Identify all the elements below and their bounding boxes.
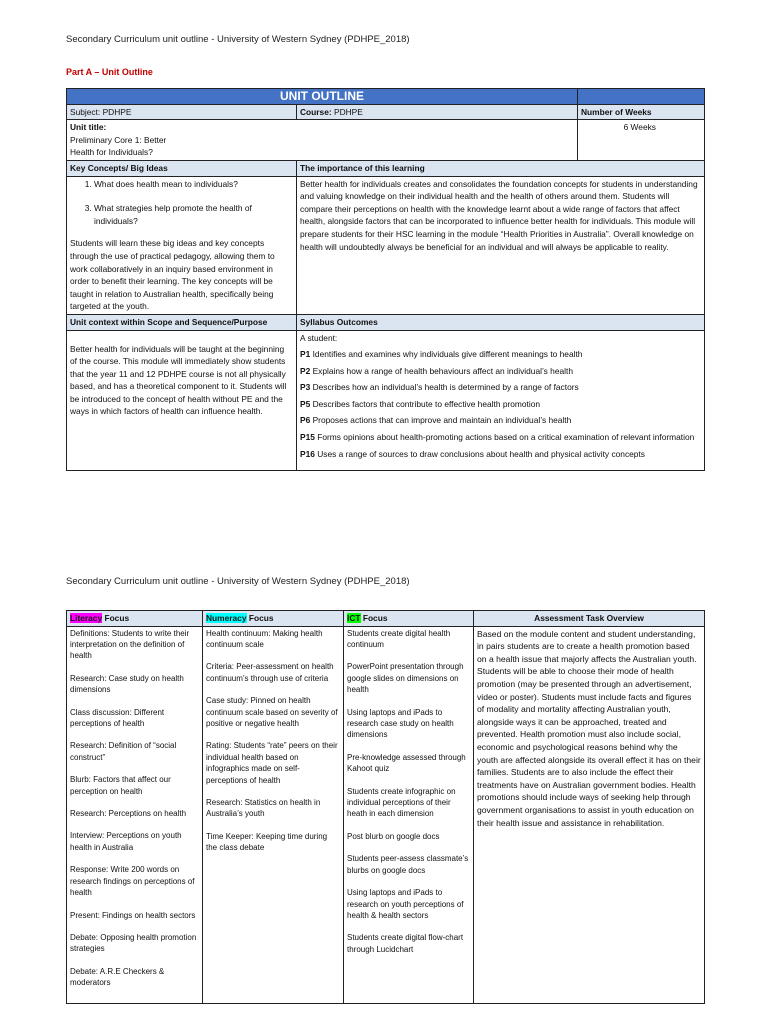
literacy-item: Interview: Perceptions on youth health in Australia: [70, 831, 182, 852]
syllabus-outcome: [300, 431, 701, 444]
ict-item: PowerPoint presentation through google slides on dimensions on health: [347, 662, 464, 695]
numeracy-cell: [203, 626, 344, 1003]
weeks-value: 6 Weeks: [578, 120, 705, 161]
syllabus-outcome: [300, 348, 701, 361]
outcome-text: Uses a range of sources to draw conclusions about health and physical activity concepts: [317, 448, 645, 459]
outcome-code: P15: [300, 432, 315, 443]
literacy-item: Debate: A.R.E Checkers & moderators: [70, 966, 165, 988]
outcome-code: P16: [300, 448, 315, 459]
unit-title-blank: [297, 120, 578, 161]
syllabus-outcome: [300, 398, 701, 411]
ict-cell: [344, 626, 474, 1003]
assessment-header: Assessment Task Overview: [474, 611, 705, 627]
subject-label: Subject: PDHPE: [70, 106, 132, 117]
ict-item: Students create digital flow-chart through Lucidchart: [347, 933, 464, 954]
literacy-focus-header: [67, 611, 203, 627]
outcome-code: P1: [300, 349, 311, 360]
course-label: Course:: [300, 106, 332, 117]
big-idea-1: 1. What does health mean to individuals?: [94, 178, 293, 191]
literacy-item: Debate: Opposing health promotion strategies: [70, 932, 197, 954]
numeracy-focus-header: [203, 611, 344, 627]
literacy-item: Blurb: Factors that affect our perception on health: [70, 775, 171, 796]
numeracy-item: Case study: Pinned on health continuum scale based on severity of positive or negative health: [206, 696, 338, 729]
outcome-text: Identifies and examines why individuals give different meanings to health: [312, 349, 583, 360]
key-concepts-label: Key Concepts/ Big Ideas: [67, 160, 297, 176]
outcome-code: P5: [300, 398, 311, 409]
numeracy-item: Rating: Students “rate” peers on their individual health based on infographics made on self-perceptions of health: [206, 741, 338, 785]
ict-word: ICT: [347, 613, 361, 623]
unit-title-label: Unit title:: [70, 122, 107, 133]
course-value: PDHPE: [333, 106, 363, 117]
literacy-item: Response: Write 200 words on research findings on perceptions of health: [70, 865, 195, 898]
unit-outline-title: UNIT OUTLINE: [67, 89, 578, 105]
ict-item: Post blurb on google docs: [347, 831, 440, 841]
page-header: Secondary Curriculum unit outline - University of Western Sydney (PDHPE_2018): [66, 34, 410, 45]
context-label: Unit context within Scope and Sequence/Purpose: [67, 314, 297, 330]
part-a-heading: Part A – Unit Outline: [66, 67, 153, 77]
ict-focus-word: Focus: [362, 613, 388, 623]
student-intro: A student:: [300, 332, 338, 343]
importance-label: The importance of this learning: [297, 160, 705, 176]
numeracy-item: Health continuum: Making health continuum scale: [206, 628, 323, 649]
ict-item: Using laptops and iPads to research case study on health dimensions: [347, 707, 454, 740]
ict-item: Students create digital health continuum: [347, 628, 451, 649]
syllabus-outcome: [300, 365, 701, 378]
literacy-item: Research: Perceptions on health: [70, 809, 187, 819]
importance-text: Better health for individuals creates and consolidates the foundation concepts for students in understanding and valuing knowledge on their individual health and the health of others around them. Students will compare their perceptions on health with the knowledge learnt about a wide range of factors that affect health, alongside factors that can be incorporated to influence better health for individuals. This module will prepare students for their HSC learning in the module “Health Priorities in Australia”. Overall knowledge on health will undoubtedly always be beneficial for an individual and will always be applicable to reality.: [297, 176, 705, 314]
outcome-text: Forms opinions about health-promoting actions based on a critical examination of relevant information: [317, 432, 695, 443]
outcome-text: Describes how an individual’s health is determined by a range of factors: [312, 382, 579, 393]
numeracy-item: Criteria: Peer-assessment on health continuum’s through use of criteria: [206, 662, 334, 683]
literacy-word: Literacy: [70, 613, 103, 623]
outcomes-list: [300, 348, 701, 460]
syllabus-outcome: [300, 448, 701, 461]
literacy-item: Definitions: Students to write their interpretation on the definition of health: [70, 628, 190, 661]
numeracy-list: [206, 628, 340, 854]
key-concepts-text: Students will learn these big ideas and key concepts through the use of practical pedagogy, allowing them to work collaboratively in an inquiry based environment in order to benefit their learning. The key concepts will be taught in relation to Australian health, specifically being targeted at the youth.: [70, 238, 275, 312]
title-blank-cell: [578, 89, 705, 105]
unit-title-line2: Health for Individuals?: [70, 147, 153, 158]
subject-cell: [67, 104, 297, 120]
syllabus-cell: [297, 330, 705, 470]
course-cell: [297, 104, 578, 120]
numeracy-focus-word: Focus: [248, 613, 274, 623]
page-header-2: Secondary Curriculum unit outline - University of Western Sydney (PDHPE_2018): [66, 576, 410, 587]
literacy-item: Research: Case study on health dimensions: [70, 673, 184, 695]
literacy-item: Present: Findings on health sectors: [70, 910, 196, 920]
assessment-text: Based on the module content and student understanding, in pairs students are to create a health promotion based on a health issue that majorly affects the Australian youth. Students will be able to choose their mode of health promotion (may be presented through an advertisement, video or poster). Students must include facts and figures of modality and mortality affecting Australian youth, alongside ways it can be approached, treated and prevented. Health promotion must also include social, economic and psychological reasons behind why the youth are affected alongside its overall effect it has on their families. Students are to also include the effect their treatments have on Australian government bodies. Health promotions should include ways of seeking help through government organisations to assist in youth education on their health issue and assistance in rehabilitation.: [474, 626, 705, 1003]
syllabus-outcome: [300, 414, 701, 427]
numeracy-item: Research: Statistics on health in Australia’s youth: [206, 798, 321, 819]
numeracy-word: Numeracy: [206, 613, 247, 623]
literacy-item: Class discussion: Different perceptions of health: [70, 707, 165, 729]
ict-list: [347, 628, 470, 956]
unit-outline-table: [66, 88, 705, 471]
syllabus-outcome: [300, 381, 701, 394]
literacy-focus-word: Focus: [104, 613, 130, 623]
literacy-list: [70, 628, 199, 989]
key-concepts-cell: [67, 176, 297, 314]
unit-title-line1: Preliminary Core 1: Better: [70, 134, 167, 145]
ict-focus-header: [344, 611, 474, 627]
weeks-label: Number of Weeks: [578, 104, 705, 120]
outcome-text: Describes factors that contribute to effective health promotion: [312, 398, 541, 409]
ict-item: Students peer-assess classmate’s blurbs on google docs: [347, 854, 469, 875]
outcome-code: P6: [300, 415, 311, 426]
numeracy-item: Time Keeper: Keeping time during the class debate: [206, 831, 328, 853]
unit-title-cell: [67, 120, 297, 161]
ict-item: Using laptops and iPads to research on youth perceptions of health & health sectors: [347, 888, 464, 920]
outcome-text: Proposes actions that can improve and maintain an individual’s health: [312, 415, 572, 426]
literacy-cell: [67, 626, 203, 1003]
ict-item: Students create infographic on individual perceptions of their heath in each dimension: [347, 786, 456, 819]
focus-table: [66, 610, 705, 1004]
literacy-item: Research: Definition of “social construct”: [70, 741, 177, 762]
context-text: Better health for individuals will be taught at the beginning of the course. This module will immediately show students that the year 11 and 12 PDHPE course is not all physically based, and has a theoretical component to it. Students will be introduced to the concept of health without PE and the ways in which factors of health can influence health.: [67, 330, 297, 470]
syllabus-label: Syllabus Outcomes: [297, 314, 705, 330]
outcome-text: Explains how a range of health behaviours affect an individual’s health: [312, 365, 573, 376]
outcome-code: P3: [300, 382, 311, 393]
outcome-code: P2: [300, 365, 311, 376]
big-idea-3: 3. What strategies help promote the health of individuals?: [94, 202, 293, 227]
ict-item: Pre-knowledge assessed through Kahoot quiz: [347, 752, 466, 774]
